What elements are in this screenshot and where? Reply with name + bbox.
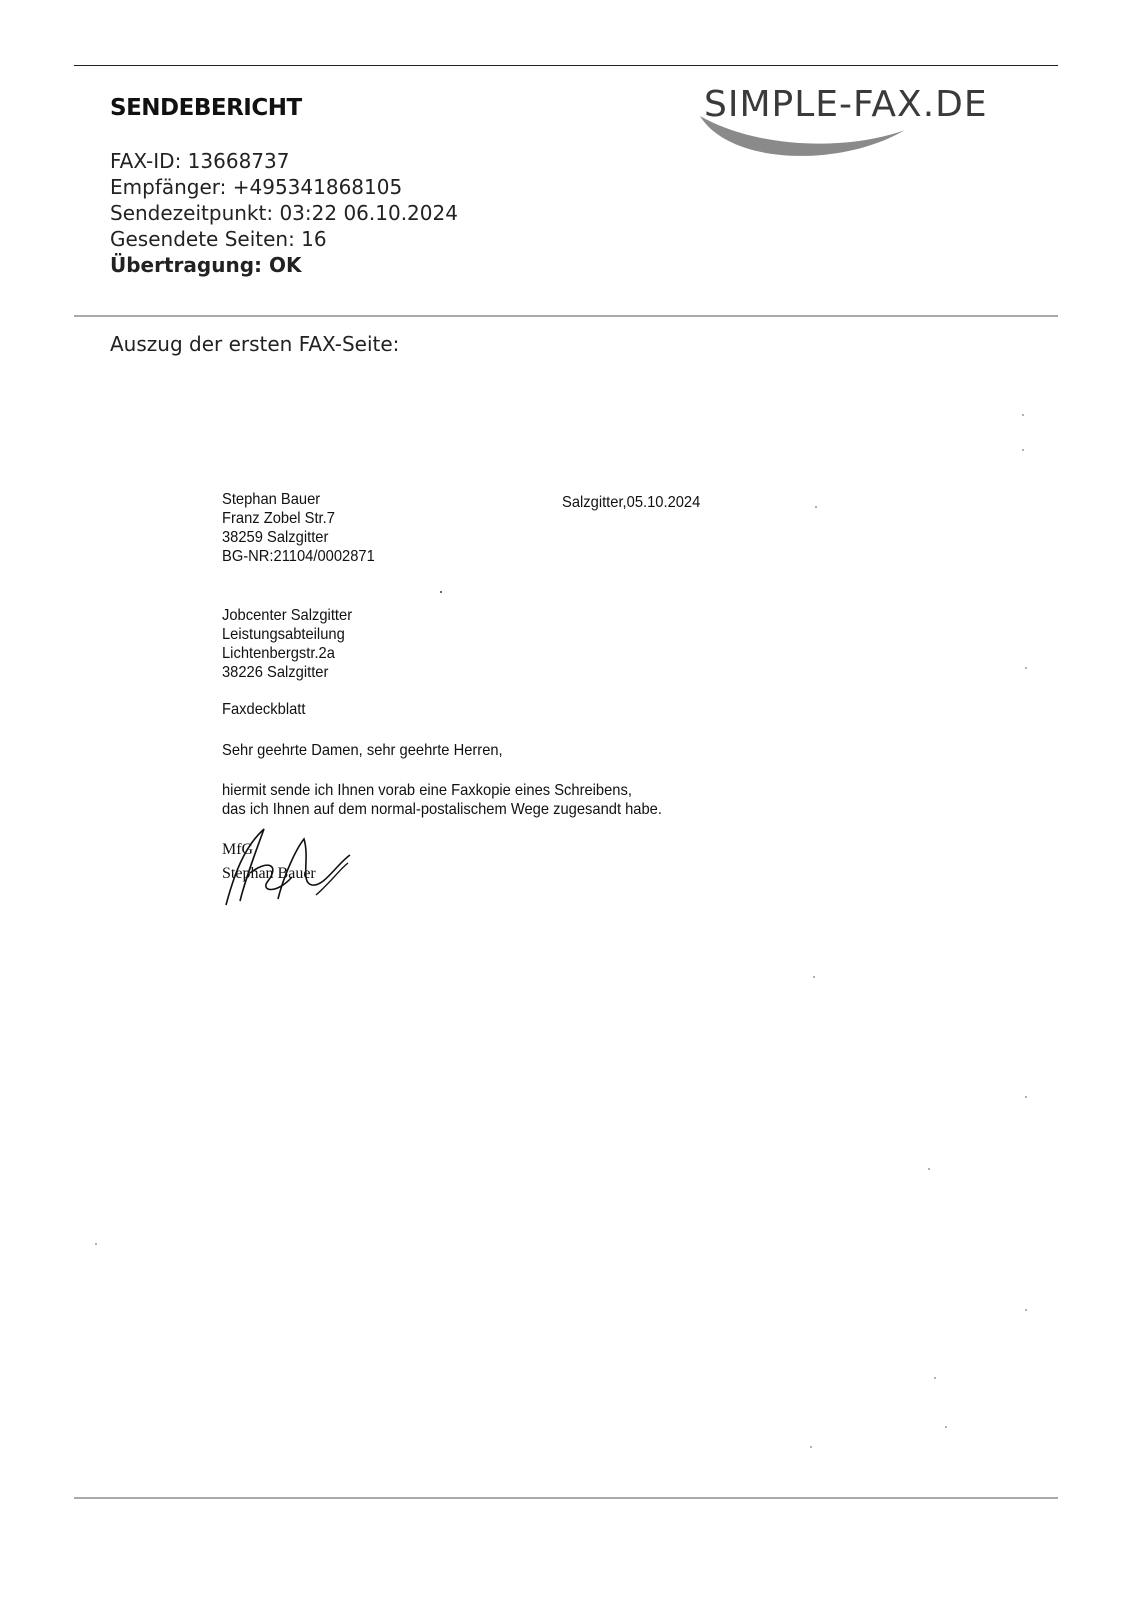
scan-speck [1025,667,1027,669]
report-meta [110,148,458,278]
simple-fax-logo [700,80,1040,165]
scan-speck [440,591,442,593]
recipient-line: Lichtenbergstr.2a [222,645,335,662]
top-divider [74,65,1058,66]
scan-speck [1022,414,1024,416]
transmission-status: Übertragung: OK [110,253,302,277]
sender-line: BG-NR:21104/0002871 [222,548,375,565]
scan-speck [810,1446,812,1448]
salutation-line: Sehr geehrte Damen, sehr geehrte Herren, [222,742,503,759]
sender-line: Stephan Bauer [222,491,321,508]
body-line: das ich Ihnen auf dem normal-postalischem Wege zugesandt habe. [222,801,662,818]
recipient-line: Jobcenter Salzgitter [222,607,353,624]
handwritten-signature-icon [220,825,360,910]
scan-speck [1025,1309,1027,1311]
send-time: Sendezeitpunkt: 03:22 06.10.2024 [110,201,458,225]
scan-speck [945,1426,947,1428]
fax-body [222,781,700,819]
subject-line: Faxdeckblatt [222,701,306,718]
recipient-line: Leistungsabteilung [222,626,345,643]
scan-speck [813,976,815,978]
logo-text: SIMPLE-FAX.DE [704,84,988,125]
signature-name: Stephan Bauer [222,865,316,882]
signature-block [220,825,360,910]
excerpt-label: Auszug der ersten FAX-Seite: [110,332,400,356]
sent-pages: Gesendete Seiten: 16 [110,227,327,251]
recipient-number: Empfänger: +495341868105 [110,175,403,199]
scan-speck [928,1168,930,1170]
scan-speck [1022,449,1024,451]
recipient-line: 38226 Salzgitter [222,664,329,681]
sender-line: 38259 Salzgitter [222,529,329,546]
fax-salutation [222,741,527,760]
middle-divider [74,315,1058,317]
fax-id: FAX-ID: 13668737 [110,149,290,173]
scan-speck [934,1377,936,1379]
scan-speck [1025,1096,1027,1098]
scan-speck [815,506,817,508]
scan-speck [95,1243,97,1245]
date-line: Salzgitter,05.10.2024 [562,494,701,511]
report-title: SENDEBERICHT [110,95,302,121]
body-line: hiermit sende ich Ihnen vorab eine Faxkopie eines Schreibens, [222,782,632,799]
sender-line: Franz Zobel Str.7 [222,510,335,527]
fax-date [562,493,712,512]
bottom-divider [74,1497,1058,1499]
fax-recipient-address [222,606,363,682]
closing-text: MfG [222,841,254,858]
fax-subject [222,700,313,719]
fax-sender-address [222,490,388,566]
